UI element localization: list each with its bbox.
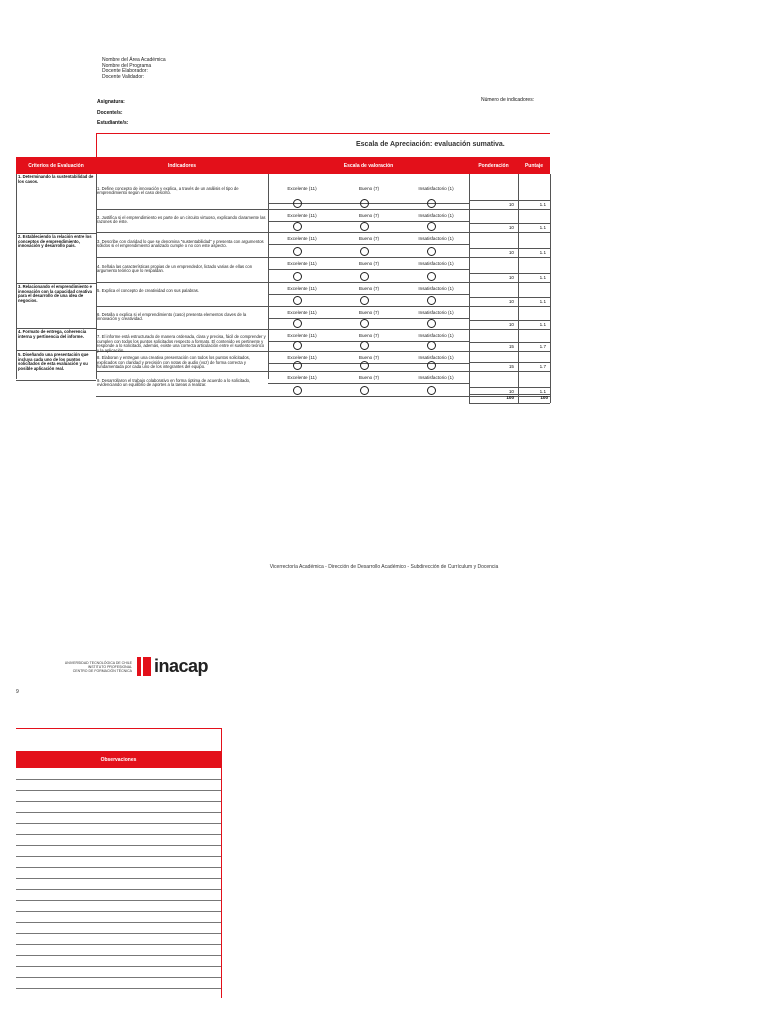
ponderacion-value: 10 — [508, 322, 514, 327]
grid-line — [469, 362, 550, 363]
radio-excelente[interactable] — [293, 341, 302, 350]
observaciones-line[interactable] — [16, 933, 221, 934]
radio-bueno[interactable] — [360, 272, 369, 281]
grid-line — [268, 383, 469, 384]
scale-label-insatisfactorio: Insatisfactorio (1) — [418, 375, 454, 380]
indicator-text: 4. Señala las características propias de un emprendedor, lictado varias de ellas con argumento teórico que lo respaldan. — [97, 263, 253, 274]
grid-line — [96, 209, 469, 210]
radio-excelente[interactable] — [293, 386, 302, 395]
logo-subtitle — [60, 661, 132, 673]
grid-line — [96, 232, 469, 233]
scale-label-bueno: Bueno (7) — [358, 333, 380, 338]
observaciones-header: Observaciones — [16, 751, 221, 768]
grid-line — [469, 329, 550, 330]
observaciones-line[interactable] — [16, 900, 221, 901]
radio-insatisfactorio[interactable] — [427, 361, 436, 370]
observaciones-frame — [16, 728, 222, 998]
radio-bueno[interactable] — [360, 341, 369, 350]
scale-label-bueno: Bueno (7) — [358, 213, 380, 218]
docente-elaborador-label: Docente Elaborador: — [102, 68, 148, 75]
column-header-criterios: Criterios de Evaluación — [16, 157, 96, 174]
puntaje-value: 1.1 — [539, 275, 546, 280]
grid-line — [16, 350, 96, 351]
scale-label-insatisfactorio: Insatisfactorio (1) — [418, 236, 454, 241]
observaciones-line[interactable] — [16, 790, 221, 791]
radio-excelente[interactable] — [293, 272, 302, 281]
observaciones-line[interactable] — [16, 922, 221, 923]
indicator-text: 3. Describe con claridad lo que se denomina "sustentabilidad" y presenta con argumentos sólidos si el emprendimiento analizado cumple o no con este aspecto. — [97, 238, 264, 249]
ponderacion-value: 10 — [508, 275, 514, 280]
grid-line — [268, 269, 469, 270]
radio-excelente[interactable] — [293, 319, 302, 328]
observaciones-line[interactable] — [16, 779, 221, 780]
grid-line — [469, 297, 550, 298]
radio-bueno[interactable] — [360, 199, 369, 208]
grid-line — [469, 282, 550, 283]
scale-label-bueno: Bueno (7) — [358, 186, 380, 191]
observaciones-line[interactable] — [16, 966, 221, 967]
grid-line — [268, 174, 269, 379]
grid-line — [550, 174, 551, 403]
indicator-text: 7. El informe está estructurado de manera ordenada, clara y precisa, fácil de comprender y cumplen con todos los puntos solicitados respecto a formato. El contenido es pertinente y responde a lo solicitado, además, existe una correcta articulación entre el sustento teórico y la aplicación. — [97, 334, 266, 353]
scale-label-bueno: Bueno (7) — [358, 286, 380, 291]
observaciones-line[interactable] — [16, 889, 221, 890]
grid-line — [469, 320, 550, 321]
ponderacion-value: 10 — [508, 389, 514, 394]
grid-line — [469, 351, 550, 352]
asignatura-label: Asignatura: — [97, 99, 125, 105]
radio-bueno[interactable] — [360, 319, 369, 328]
grid-line — [469, 223, 550, 224]
radio-excelente[interactable] — [293, 361, 302, 370]
observaciones-line[interactable] — [16, 911, 221, 912]
observaciones-line[interactable] — [16, 856, 221, 857]
radio-excelente[interactable] — [293, 199, 302, 208]
criterion-5: 5. Diseñando una presentación que incluya cada uno de los puntos solicitados de esta evaluación y su posible aplicación real. — [18, 352, 89, 371]
indicator-text: 5. Explica el concepto de creatividad con sus palabras. — [97, 288, 199, 293]
logo-text: inacap — [154, 656, 209, 676]
observaciones-line[interactable] — [16, 867, 221, 868]
puntaje-value: 1.1 — [539, 299, 546, 304]
grid-line — [96, 396, 469, 397]
programa-label: Nombre del Programa — [102, 62, 152, 69]
footer-text: Vicerrectoría Académica - Dirección de Desarrollo Académico - Subdirección de Currículum y Docencia — [269, 564, 499, 570]
radio-bueno[interactable] — [360, 296, 369, 305]
ponderacion-value: 15 — [508, 344, 514, 349]
logo-sub-line: CENTRO DE FORMACIÓN TÉCNICA — [72, 669, 132, 673]
observaciones-line[interactable] — [16, 977, 221, 978]
grid-line — [96, 257, 469, 258]
puntaje-value: 1.1 — [539, 389, 546, 394]
observaciones-line[interactable] — [16, 823, 221, 824]
grid-line — [469, 387, 550, 388]
indicator-text: 6. Detalla o explica si el emprendimiento (caso) presenta elementos claves de la innovación y creatividad. — [97, 311, 247, 322]
scale-label-excelente: Excelente (11) — [287, 355, 317, 360]
grid-line — [469, 257, 550, 258]
document-meta — [102, 58, 166, 80]
docente-label: Docente/s: — [97, 109, 123, 116]
estudiante-label: Estudiante/s: — [97, 120, 129, 126]
grid-line — [469, 403, 550, 404]
column-header-indicadores: Indicadores — [96, 157, 268, 174]
radio-insatisfactorio[interactable] — [427, 319, 436, 328]
ponderacion-value: 10 — [508, 250, 514, 255]
criterion-4: 4. Formato de entrega, coherencia interna y pertinencia del informe. — [18, 329, 87, 339]
indicator-text: 2. Justifica si el emprendimiento es parte de un circuito virtuoso, explicando claramente las razones de éste. — [97, 214, 266, 225]
observaciones-line[interactable] — [16, 955, 221, 956]
column-header-escala: Escala de valoración — [268, 157, 469, 174]
grid-line — [268, 244, 469, 245]
radio-insatisfactorio[interactable] — [427, 386, 436, 395]
criterion-3: 3. Relacionando el emprendimiento e innovación con la capacidad creativa para el desarrollo de una idea de negocios. — [18, 284, 93, 303]
grid-line — [96, 306, 469, 307]
scale-label-excelente: Excelente (11) — [287, 261, 317, 266]
page-title: Escala de Apreciación: evaluación sumativa. — [356, 141, 505, 148]
puntaje-value: 1.1 — [539, 250, 546, 255]
num-indicadores-label: Número de indicadores: — [481, 97, 535, 103]
puntaje-value: 1.1 — [539, 202, 546, 207]
grid-line — [469, 248, 550, 249]
radio-bueno[interactable] — [360, 386, 369, 395]
docente-validador-label: Docente Validador: — [102, 73, 145, 80]
radio-bueno[interactable] — [360, 247, 369, 256]
observaciones-line[interactable] — [16, 988, 221, 989]
scale-label-excelente: Excelente (11) — [287, 310, 317, 315]
radio-insatisfactorio[interactable] — [427, 272, 436, 281]
observaciones-line[interactable] — [16, 834, 221, 835]
radio-bueno[interactable] — [360, 222, 369, 231]
inacap-logo-icon — [137, 657, 151, 676]
observaciones-line[interactable] — [16, 801, 221, 802]
scale-label-excelente: Excelente (11) — [287, 236, 317, 241]
grid-line — [469, 306, 550, 307]
scale-label-insatisfactorio: Insatisfactorio (1) — [418, 213, 454, 218]
scale-label-excelente: Excelente (11) — [287, 186, 317, 191]
logo-sub-line: UNIVERSIDAD TECNOLÓGICA DE CHILE — [64, 661, 132, 665]
indicator-text: 9. Desarrollaron el trabajo colaborativo en forma óptima de acuerdo a lo solicitado, evidenciando un equilibrio de aportes a la tareas a realizar. — [97, 377, 251, 388]
grid-line — [96, 371, 469, 372]
scale-label-insatisfactorio: Insatisfactorio (1) — [418, 355, 454, 360]
radio-excelente[interactable] — [293, 296, 302, 305]
radio-insatisfactorio[interactable] — [427, 222, 436, 231]
grid-line — [469, 273, 550, 274]
total-puntaje: 100 — [540, 395, 548, 400]
puntaje-value: 1.1 — [539, 322, 546, 327]
ponderacion-value: 10 — [508, 299, 514, 304]
scale-label-excelente: Excelente (11) — [287, 286, 317, 291]
puntaje-value: 1.7 — [539, 364, 546, 369]
scale-label-bueno: Bueno (7) — [358, 355, 380, 360]
ponderacion-value: 10 — [508, 202, 514, 207]
scale-label-insatisfactorio: Insatisfactorio (1) — [418, 186, 454, 191]
indicator-text: 1. Define concepto de innovación y explica, a través de un análisis el tipo de emprendimiento según el caso descrito. — [97, 185, 239, 196]
grid-line — [268, 294, 469, 295]
puntaje-value: 1.1 — [539, 225, 546, 230]
observaciones-line[interactable] — [16, 845, 221, 846]
criterion-2: 2. Estableciendo la relación entre los conceptos de emprendimiento, innovación y desarrollo país. — [18, 234, 92, 249]
student-info — [97, 97, 128, 129]
ponderacion-value: 15 — [508, 364, 514, 369]
scale-label-insatisfactorio: Insatisfactorio (1) — [418, 261, 454, 266]
criterion-1: 1. Determinando la sustentabilidad de los casos. — [18, 174, 94, 184]
grid-line — [469, 209, 550, 210]
grid-line — [469, 342, 550, 343]
radio-bueno[interactable] — [360, 361, 369, 370]
radio-excelente[interactable] — [293, 247, 302, 256]
grid-line — [16, 380, 96, 381]
scale-label-bueno: Bueno (7) — [358, 236, 380, 241]
scale-label-insatisfactorio: Insatisfactorio (1) — [418, 333, 454, 338]
grid-line — [96, 282, 469, 283]
column-header-puntaje: Puntaje — [518, 157, 550, 174]
indicator-text: 8. Elaboran y entregan una creativa presentación con todos los puntos solicitados, explicados con claridad y precisión con notas de audio (voz) de forma correcta y fundamentada por cada uno de los integrantes del equipo. — [97, 355, 250, 370]
total-ponderacion: 100 — [506, 395, 514, 400]
scale-label-insatisfactorio: Insatisfactorio (1) — [418, 310, 454, 315]
area-label: Nombre del Área Académica — [102, 57, 166, 63]
column-header-ponderacion: Ponderación — [469, 157, 518, 174]
grid-line — [469, 371, 550, 372]
observaciones-line[interactable] — [16, 878, 221, 879]
radio-insatisfactorio[interactable] — [427, 199, 436, 208]
page-number: 9 — [16, 689, 19, 695]
scale-label-bueno: Bueno (7) — [358, 310, 380, 315]
radio-insatisfactorio[interactable] — [427, 247, 436, 256]
radio-excelente[interactable] — [293, 222, 302, 231]
scale-label-bueno: Bueno (7) — [358, 261, 380, 266]
scale-label-excelente: Excelente (11) — [287, 213, 317, 218]
scale-label-excelente: Excelente (11) — [287, 375, 317, 380]
puntaje-value: 1.7 — [539, 344, 546, 349]
radio-insatisfactorio[interactable] — [427, 341, 436, 350]
observaciones-line[interactable] — [16, 944, 221, 945]
scale-label-bueno: Bueno (7) — [358, 375, 380, 380]
grid-line — [16, 174, 17, 379]
grid-line — [469, 232, 550, 233]
observaciones-line[interactable] — [16, 812, 221, 813]
scale-label-insatisfactorio: Insatisfactorio (1) — [418, 286, 454, 291]
grid-line — [96, 329, 469, 330]
logo-sub-line: INSTITUTO PROFESIONAL — [87, 665, 132, 669]
scale-label-excelente: Excelente (11) — [287, 333, 317, 338]
grid-line — [469, 200, 550, 201]
radio-insatisfactorio[interactable] — [427, 296, 436, 305]
ponderacion-value: 10 — [508, 225, 514, 230]
